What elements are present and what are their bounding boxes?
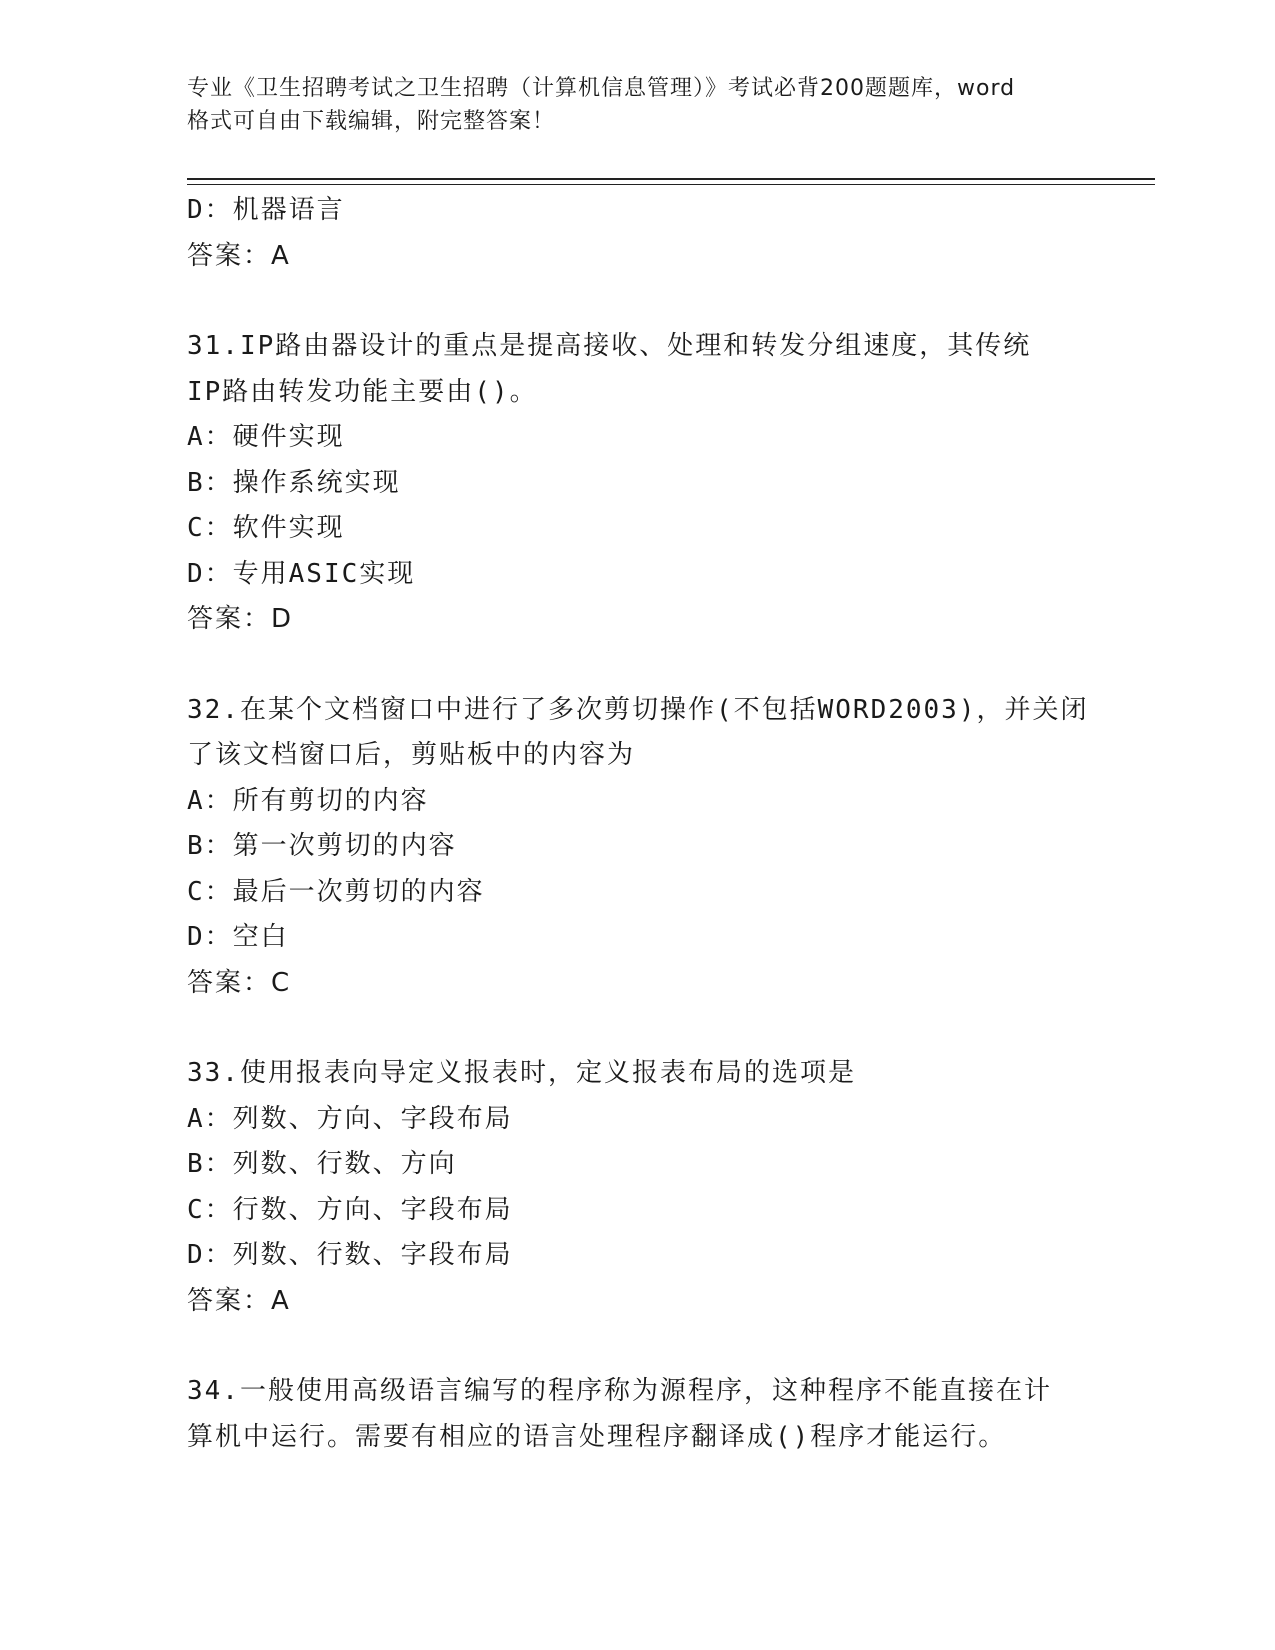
header-rule-thick bbox=[187, 178, 1155, 180]
option-d: D：专用ASIC实现 bbox=[187, 558, 416, 589]
question-stem: 了该文档窗口后，剪贴板中的内容为 bbox=[187, 740, 636, 770]
question-32 bbox=[187, 688, 1147, 1007]
answer: 答案：A bbox=[187, 1285, 291, 1316]
question-stem: IP路由转发功能主要由()。 bbox=[187, 376, 538, 407]
option-a: A：列数、方向、字段布局 bbox=[187, 1103, 513, 1134]
answer: 答案：A bbox=[187, 240, 291, 271]
option-a: A：硬件实现 bbox=[187, 422, 345, 452]
answer: 答案：D bbox=[187, 604, 294, 634]
option-c: C：软件实现 bbox=[187, 513, 345, 543]
option-b: B：操作系统实现 bbox=[187, 467, 401, 498]
question-34 bbox=[187, 1369, 1147, 1460]
option-a: A：所有剪切的内容 bbox=[187, 785, 429, 816]
question-stem: 34.一般使用高级语言编写的程序称为源程序，这种程序不能直接在计 bbox=[187, 1376, 1052, 1406]
header-line-1: 专业《卫生招聘考试之卫生招聘（计算机信息管理）》考试必背200题题库，word bbox=[187, 76, 1016, 101]
question-33 bbox=[187, 1051, 1147, 1324]
option-b: B：列数、行数、方向 bbox=[187, 1149, 457, 1179]
option-c: C：行数、方向、字段布局 bbox=[187, 1194, 513, 1225]
question-stem: 31.IP路由器设计的重点是提高接收、处理和转发分组速度，其传统 bbox=[187, 331, 1032, 361]
question-stem: 算机中运行。需要有相应的语言处理程序翻译成()程序才能运行。 bbox=[187, 1421, 1007, 1452]
question-stem: 32.在某个文档窗口中进行了多次剪切操作(不包括WORD2003)，并关闭 bbox=[187, 694, 1089, 725]
question-31 bbox=[187, 324, 1147, 643]
question-stem: 33.使用报表向导定义报表时，定义报表布局的选项是 bbox=[187, 1058, 856, 1088]
question-list bbox=[187, 188, 1147, 1460]
option-d: D：列数、行数、字段布局 bbox=[187, 1240, 513, 1270]
header-rule-thin bbox=[187, 184, 1155, 185]
document-header bbox=[187, 72, 1087, 138]
option-b: B：第一次剪切的内容 bbox=[187, 831, 457, 861]
header-line-2: 格式可自由下载编辑，附完整答案！ bbox=[187, 109, 556, 134]
option-d: D：机器语言 bbox=[187, 195, 345, 225]
option-c: C：最后一次剪切的内容 bbox=[187, 876, 485, 907]
option-d: D：空白 bbox=[187, 922, 289, 952]
answer: 答案：C bbox=[187, 967, 292, 998]
